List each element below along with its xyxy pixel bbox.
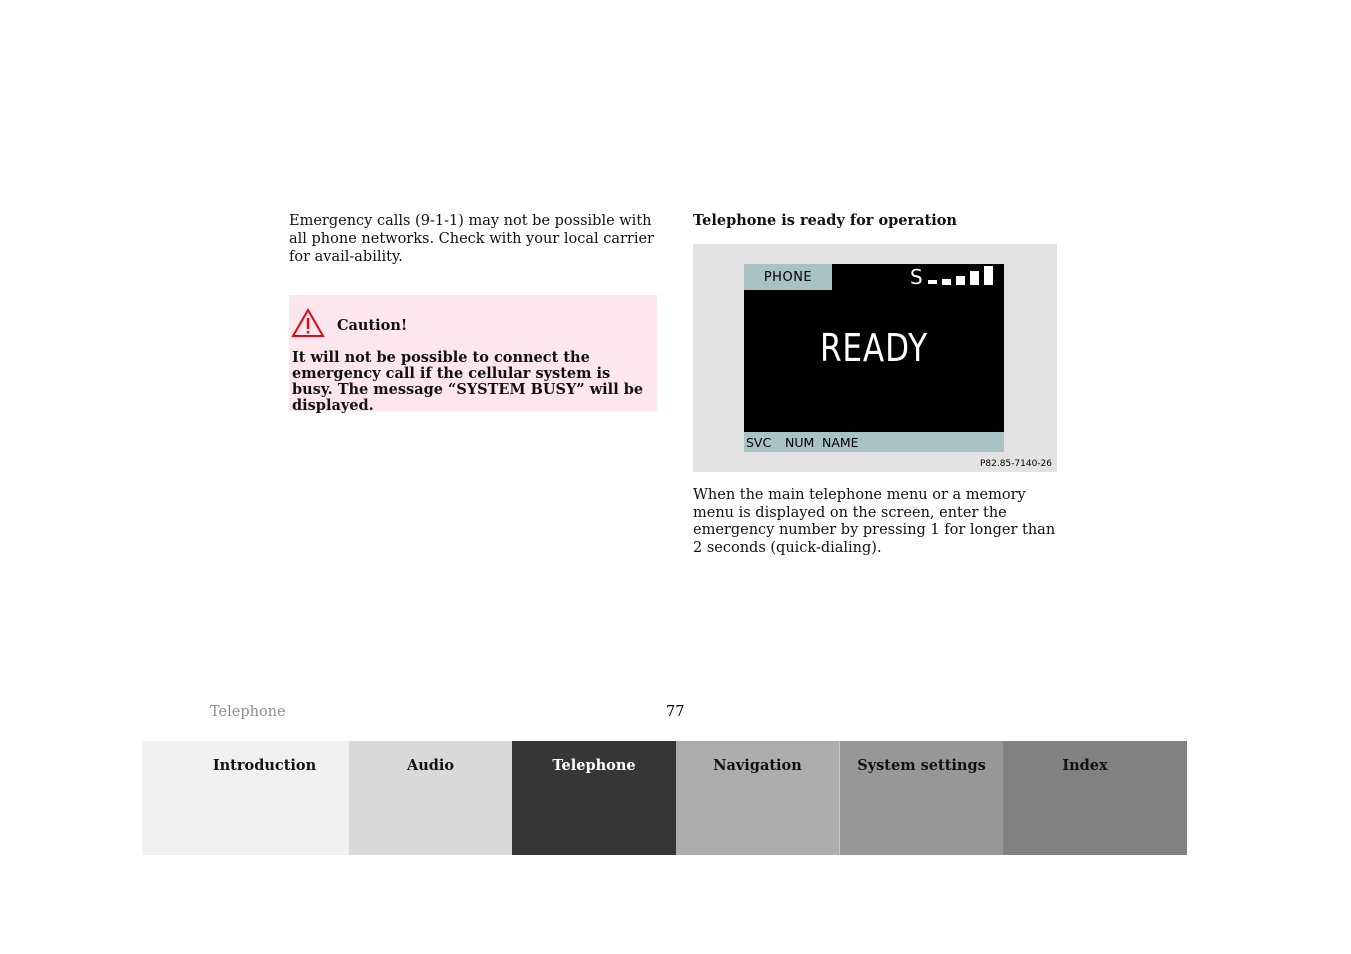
instruction-paragraph: When the main telephone menu or a memory menu is displayed on the screen, enter the emergency number by pressing 1 for longer than 2 seconds (quick-dialing). [693, 487, 1056, 556]
footer-section-label: Telephone [210, 704, 286, 720]
tab-audio[interactable]: Audio [349, 741, 512, 855]
phone-tab-label: PHONE [744, 264, 832, 290]
tab-telephone[interactable]: Telephone [512, 741, 676, 855]
softkey-num: NUM [785, 435, 815, 450]
tab-system-settings[interactable]: System settings [839, 741, 1003, 855]
warning-triangle-icon [291, 308, 325, 338]
signal-bar [984, 266, 993, 285]
section-heading: Telephone is ready for operation [693, 212, 957, 229]
status-text: READY [819, 326, 929, 370]
softkey-name: NAME [822, 435, 859, 450]
page-number: 77 [666, 704, 685, 720]
chapter-tabs [142, 741, 1187, 855]
signal-bar [970, 271, 979, 285]
tab-introduction[interactable]: Introduction [142, 741, 349, 855]
intro-paragraph: Emergency calls (9-1-1) may not be possible with all phone networks. Check with your local carrier for avail-ability. [289, 213, 654, 265]
signal-strength-icon [928, 266, 998, 288]
caution-box [289, 295, 657, 414]
caution-text: It will not be possible to connect the emergency call if the cellular system is busy. The message “SYSTEM BUSY” will be displayed. [292, 349, 644, 414]
signal-bar [942, 279, 951, 285]
signal-bar [956, 276, 965, 285]
signal-bar [928, 280, 937, 284]
tab-navigation[interactable]: Navigation [676, 741, 839, 855]
softkey-svc: SVC [746, 435, 772, 450]
caution-title: Caution! [337, 317, 408, 334]
figure-code: P82.85-7140-26 [979, 459, 1052, 469]
signal-letter: S [910, 265, 923, 289]
tab-index[interactable]: Index [1003, 741, 1187, 855]
display-figure [693, 244, 1057, 472]
softkey-bar [744, 432, 1004, 452]
phone-display-screen [744, 264, 1004, 452]
